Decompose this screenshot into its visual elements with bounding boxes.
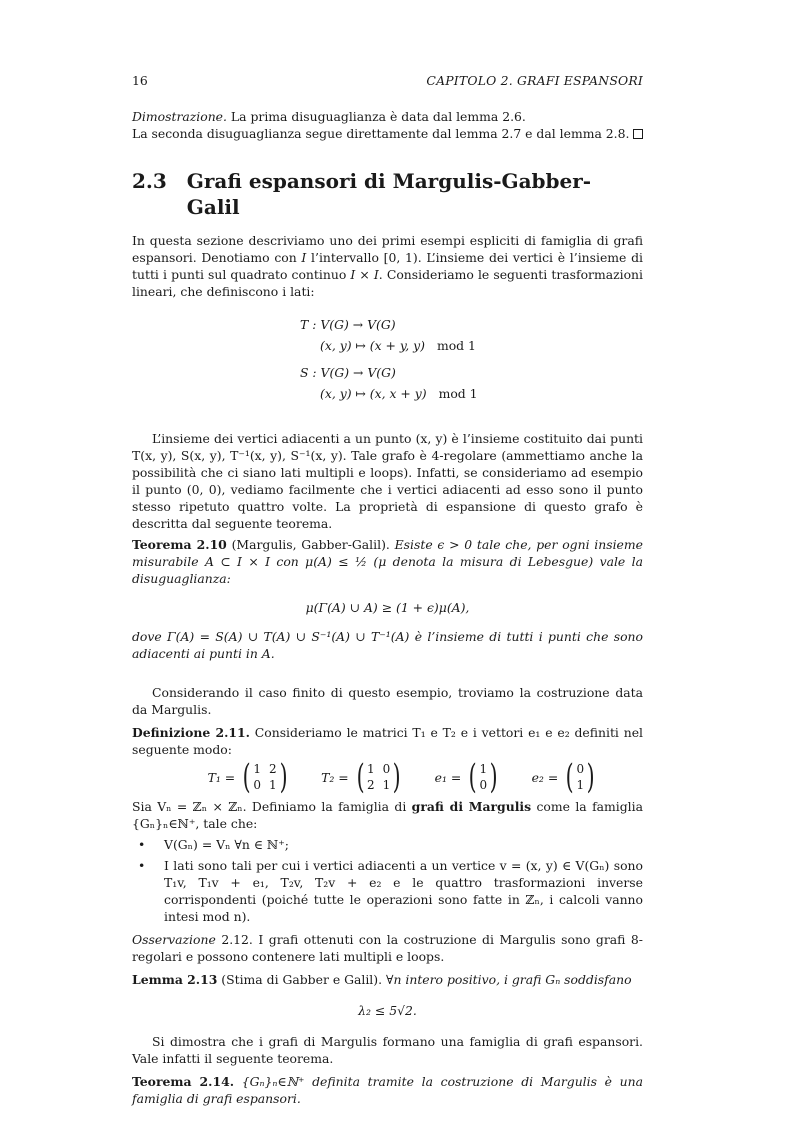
lemma-2-13-label: Lemma 2.13: [132, 972, 218, 987]
theorem-2-10: [132, 536, 643, 587]
theorem-2-10-equation: μ(Γ(A) ∪ A) ≥ (1 + ϵ)μ(A),: [305, 600, 470, 615]
matrix-entry: 1: [253, 762, 262, 776]
S-map: (x, y) ↦ (x, x + y): [320, 386, 427, 401]
intro-paragraph: [132, 232, 643, 300]
family-paragraph: Si dimostra che i grafi di Margulis formano una famiglia di grafi espansori. Vale infatti il seguente teorema.: [132, 1034, 643, 1066]
S-map-line: [300, 383, 643, 404]
proof-block: [132, 108, 643, 142]
matrix-entry: 2: [366, 778, 375, 792]
proof-line-1: La prima disuguaglianza è data dal lemma 2.6.: [230, 109, 526, 124]
remark-2-12-text: I grafi ottenuti con la costruzione di Margulis sono grafi 8-regolari e possono contenere lati multipli e loops.: [132, 932, 643, 964]
lemma-2-13: [132, 971, 643, 988]
theorem-2-10-label: Teorema 2.10: [132, 537, 227, 552]
page-header: [132, 72, 643, 92]
lemma-2-13-equation: λ₂ ≤ 5√2.: [358, 1003, 417, 1018]
definition-2-11-text: Consideriamo le matrici T₁ e T₂ e i vettori e₁ e e₂ definiti nel seguente modo:: [132, 725, 643, 757]
intro-text-2: l’intervallo [0, 1). L’insieme dei vertici è l’insieme di tutti i punti sul quadrato continuo: [132, 250, 643, 282]
matrix-T1-name: T₁ =: [207, 769, 236, 785]
vector-entry: 1: [576, 778, 585, 792]
definition-2-11: [132, 724, 643, 758]
definition-2-11-label: Definizione 2.11.: [132, 725, 250, 740]
vector-e1-name: e₁ =: [434, 769, 462, 785]
lemma-2-13-statement: ∀n intero positivo, i grafi Gₙ soddisfano: [385, 972, 632, 987]
matrix-entry: 1: [382, 778, 391, 792]
definition-2-11-family: [132, 798, 643, 832]
theorem-2-14: [132, 1073, 643, 1107]
matrix-entry: 1: [269, 778, 277, 792]
theorem-2-10-after: dove Γ(A) = S(A) ∪ T(A) ∪ S⁻¹(A) ∪ T⁻¹(A) è l’insieme di tutti i punti che sono adiacenti ai punti in A.: [132, 629, 643, 661]
family-text-pre: Sia Vₙ = ℤₙ × ℤₙ. Definiamo la famiglia di: [132, 799, 412, 814]
proof-label: Dimostrazione.: [132, 109, 227, 124]
vector-entry: 1: [479, 762, 488, 776]
matrix-entry: 2: [269, 762, 277, 776]
family-term: grafi di Margulis: [411, 799, 532, 814]
family-text-post: come la famiglia {Gₙ}ₙ∈ℕ⁺, tale che:: [132, 799, 643, 831]
vector-entry: 0: [479, 778, 488, 792]
remark-2-12: [132, 931, 643, 965]
matrix-T1: T₁ = ( 1 0 2 1 ): [207, 757, 288, 797]
section-heading: [132, 168, 643, 220]
qed-symbol: [633, 129, 643, 139]
page-number: 16: [132, 73, 148, 88]
proof-line-2: La seconda disuguaglianza segue direttamente dal lemma 2.7 e dal lemma 2.8.: [132, 126, 630, 141]
matrix-entry: 1: [366, 762, 375, 776]
theorem-2-10-statement: Esiste ϵ > 0 tale che, per ogni insieme misurabile A ⊂ I × I con μ(A) ≤ ½ (μ denota la misura di Lebesgue) vale la disuguaglianza:: [132, 537, 643, 586]
adjacency-paragraph: L’insieme dei vertici adiacenti a un punto (x, y) è l’insieme costituito dai punti T(x, y), S(x, y), T⁻¹(x, y), S⁻¹(x, y). Tale grafo è 4-regolare (ammettiamo anche la possibilità che ci siano lati multipli e loops). Infatti, se consideriamo ad esempio il punto (0, 0), vediamo facilmente che i vertici adiacenti ad esso sono il punto stesso ripetuto quattro volte. La proprietà di espansione di questo grafo è descritta dal seguente teorema.: [132, 431, 643, 531]
remark-2-12-number: 2.12.: [221, 932, 253, 947]
matrix-T2: T₂ = ( 1 2 0 1 ): [321, 757, 401, 797]
matrices-row: [192, 757, 613, 797]
matrix-entry: 0: [382, 762, 391, 776]
S-definition: S : V(G) → V(G): [300, 365, 396, 380]
section-number: 2.3: [132, 169, 167, 193]
matrix-entry: 0: [253, 778, 262, 792]
intro-text-3: . Consideriamo le seguenti trasformazioni lineari, che definiscono i lati:: [132, 267, 643, 299]
transformations-display: [300, 314, 643, 404]
T-definition: T : V(G) → V(G): [300, 317, 396, 332]
vector-entry: 0: [576, 762, 585, 776]
vector-e2-name: e₂ =: [531, 769, 559, 785]
intro-text-1: In questa sezione descriviamo uno dei primi esempi espliciti di famiglia di grafi espansori. Denotiamo con: [132, 233, 643, 265]
intro-math-I: I: [301, 250, 307, 265]
running-title: CAPITOLO 2. GRAFI ESPANSORI: [426, 73, 643, 88]
list-item: • I lati sono tali per cui i vertici adiacenti a un vertice v = (x, y) ∈ V(Gₙ) sono T₁v, T₁v + e₁, T₂v, T₂v + e₂ e le quattro trasformazioni inverse corrispondenti (poiché tutte le operazioni sono fatte in ℤₙ, i calcoli vanno intesi mod n).: [164, 857, 643, 925]
theorem-2-10-attribution: (Margulis, Gabber-Galil).: [231, 537, 390, 552]
S-mod: mod 1: [438, 386, 478, 401]
definition-bullets: [132, 836, 643, 925]
lemma-2-13-attribution: (Stima di Gabber e Galil).: [221, 972, 383, 987]
T-map: (x, y) ↦ (x + y, y): [320, 338, 425, 353]
theorem-2-14-label: Teorema 2.14.: [132, 1074, 235, 1089]
T-map-line: [300, 335, 643, 356]
T-mod: mod 1: [436, 338, 476, 353]
list-item: • V(Gₙ) = Vₙ ∀n ∈ ℕ⁺;: [164, 836, 643, 853]
finite-case-paragraph: Considerando il caso finito di questo esempio, troviamo la costruzione data da Margulis.: [132, 685, 643, 717]
section-title: Grafi espansori di Margulis-Gabber-Galil: [186, 169, 592, 219]
intro-math-IxI: I × I: [350, 267, 379, 282]
page: [132, 72, 643, 1107]
matrix-T2-name: T₂ =: [321, 769, 349, 785]
remark-2-12-label: Osservazione: [132, 932, 216, 947]
vector-e1: e₁ = ( 1 0 ): [434, 757, 498, 797]
vector-e2: e₂ = ( 0 1 ): [531, 757, 595, 797]
theorem-2-14-statement: {Gₙ}ₙ∈ℕ⁺ definita tramite la costruzione di Margulis è una famiglia di grafi espansori.: [132, 1074, 643, 1106]
